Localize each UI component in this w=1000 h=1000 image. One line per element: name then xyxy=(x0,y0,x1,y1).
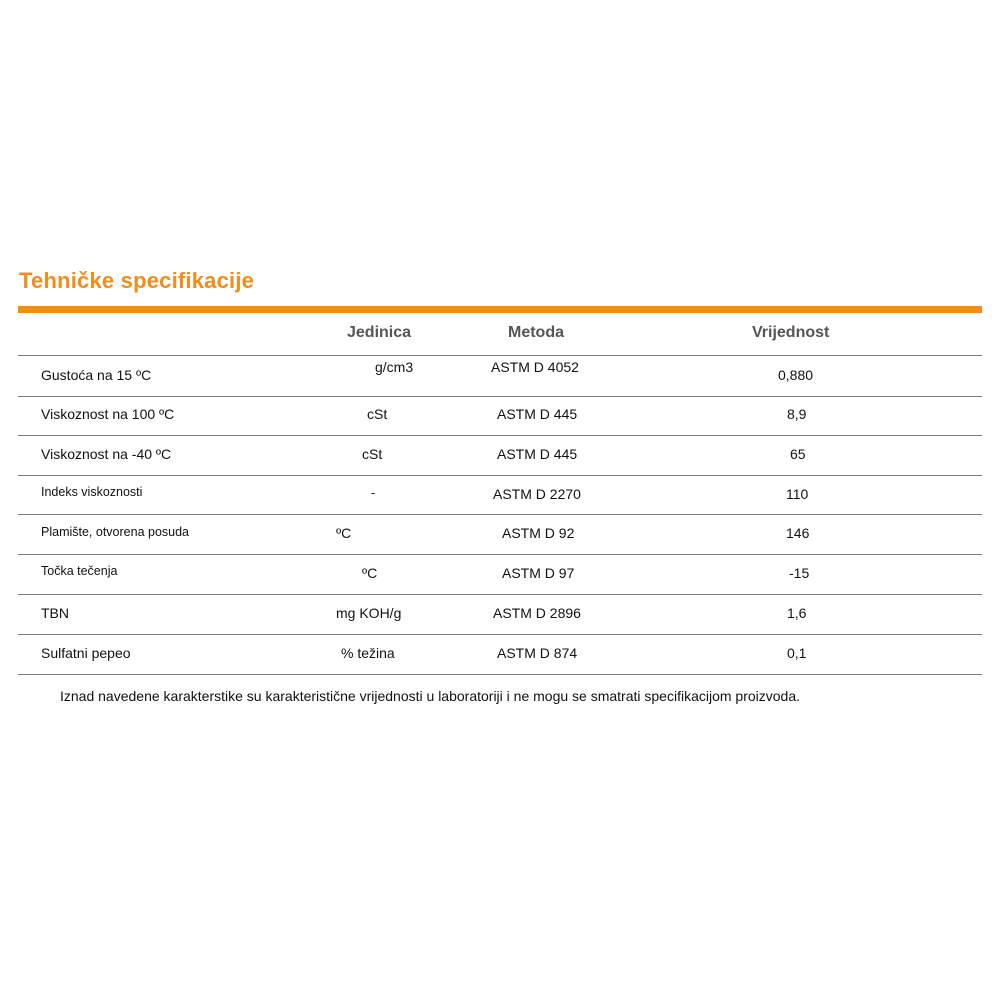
unit-cell: g/cm3 xyxy=(375,359,414,375)
unit-cell: ºC xyxy=(362,565,378,581)
row-divider xyxy=(18,396,982,397)
row-divider xyxy=(18,475,982,476)
property-cell: TBN xyxy=(41,605,69,621)
value-cell: 1,6 xyxy=(787,605,807,621)
row-divider xyxy=(18,634,982,635)
table-header xyxy=(18,316,982,354)
row-divider xyxy=(18,594,982,595)
header-unit: Jedinica xyxy=(347,324,412,341)
method-cell: ASTM D 4052 xyxy=(491,359,579,375)
value-cell: 0,880 xyxy=(778,367,814,383)
value-cell: 110 xyxy=(786,486,809,502)
method-cell: ASTM D 2270 xyxy=(493,486,581,502)
property-cell: Viskoznost na -40 ºC xyxy=(41,446,172,462)
row-divider xyxy=(18,355,982,356)
unit-cell: - xyxy=(371,486,376,500)
footnote: Iznad navedene karakterstike su karakteristične vrijednosti u laboratoriji i ne mogu se smatrati specifikacijom proizvoda. xyxy=(60,688,801,704)
row-divider xyxy=(18,435,982,436)
method-cell: ASTM D 97 xyxy=(502,565,575,581)
header-value: Vrijednost xyxy=(752,324,830,341)
method-cell: ASTM D 2896 xyxy=(493,605,581,621)
row-divider xyxy=(18,674,982,675)
value-cell: -15 xyxy=(789,565,810,581)
value-cell: 8,9 xyxy=(787,406,807,422)
property-cell: Točka tečenja xyxy=(41,564,118,578)
row-divider xyxy=(18,514,982,515)
property-cell: Gustoća na 15 ºC xyxy=(41,367,152,383)
unit-cell: mg KOH/g xyxy=(336,605,402,621)
method-cell: ASTM D 445 xyxy=(497,406,578,422)
property-cell: Indeks viskoznosti xyxy=(41,485,143,499)
method-cell: ASTM D 874 xyxy=(497,645,578,661)
unit-cell: ºC xyxy=(336,525,352,541)
value-cell: 0,1 xyxy=(787,645,807,661)
method-cell: ASTM D 92 xyxy=(502,525,575,541)
property-cell: Plamište, otvorena posuda xyxy=(41,525,190,539)
unit-cell: % težina xyxy=(341,645,395,661)
property-cell: Viskoznost na 100 ºC xyxy=(41,406,175,422)
page-title: Tehničke specifikacije xyxy=(19,268,255,293)
unit-cell: cSt xyxy=(362,446,383,462)
property-cell: Sulfatni pepeo xyxy=(41,645,131,661)
header-method: Metoda xyxy=(508,324,564,341)
value-cell: 65 xyxy=(790,446,806,462)
unit-cell: cSt xyxy=(367,406,388,422)
method-cell: ASTM D 445 xyxy=(497,446,578,462)
row-divider xyxy=(18,554,982,555)
title-underline-bar xyxy=(18,306,982,313)
value-cell: 146 xyxy=(786,525,810,541)
